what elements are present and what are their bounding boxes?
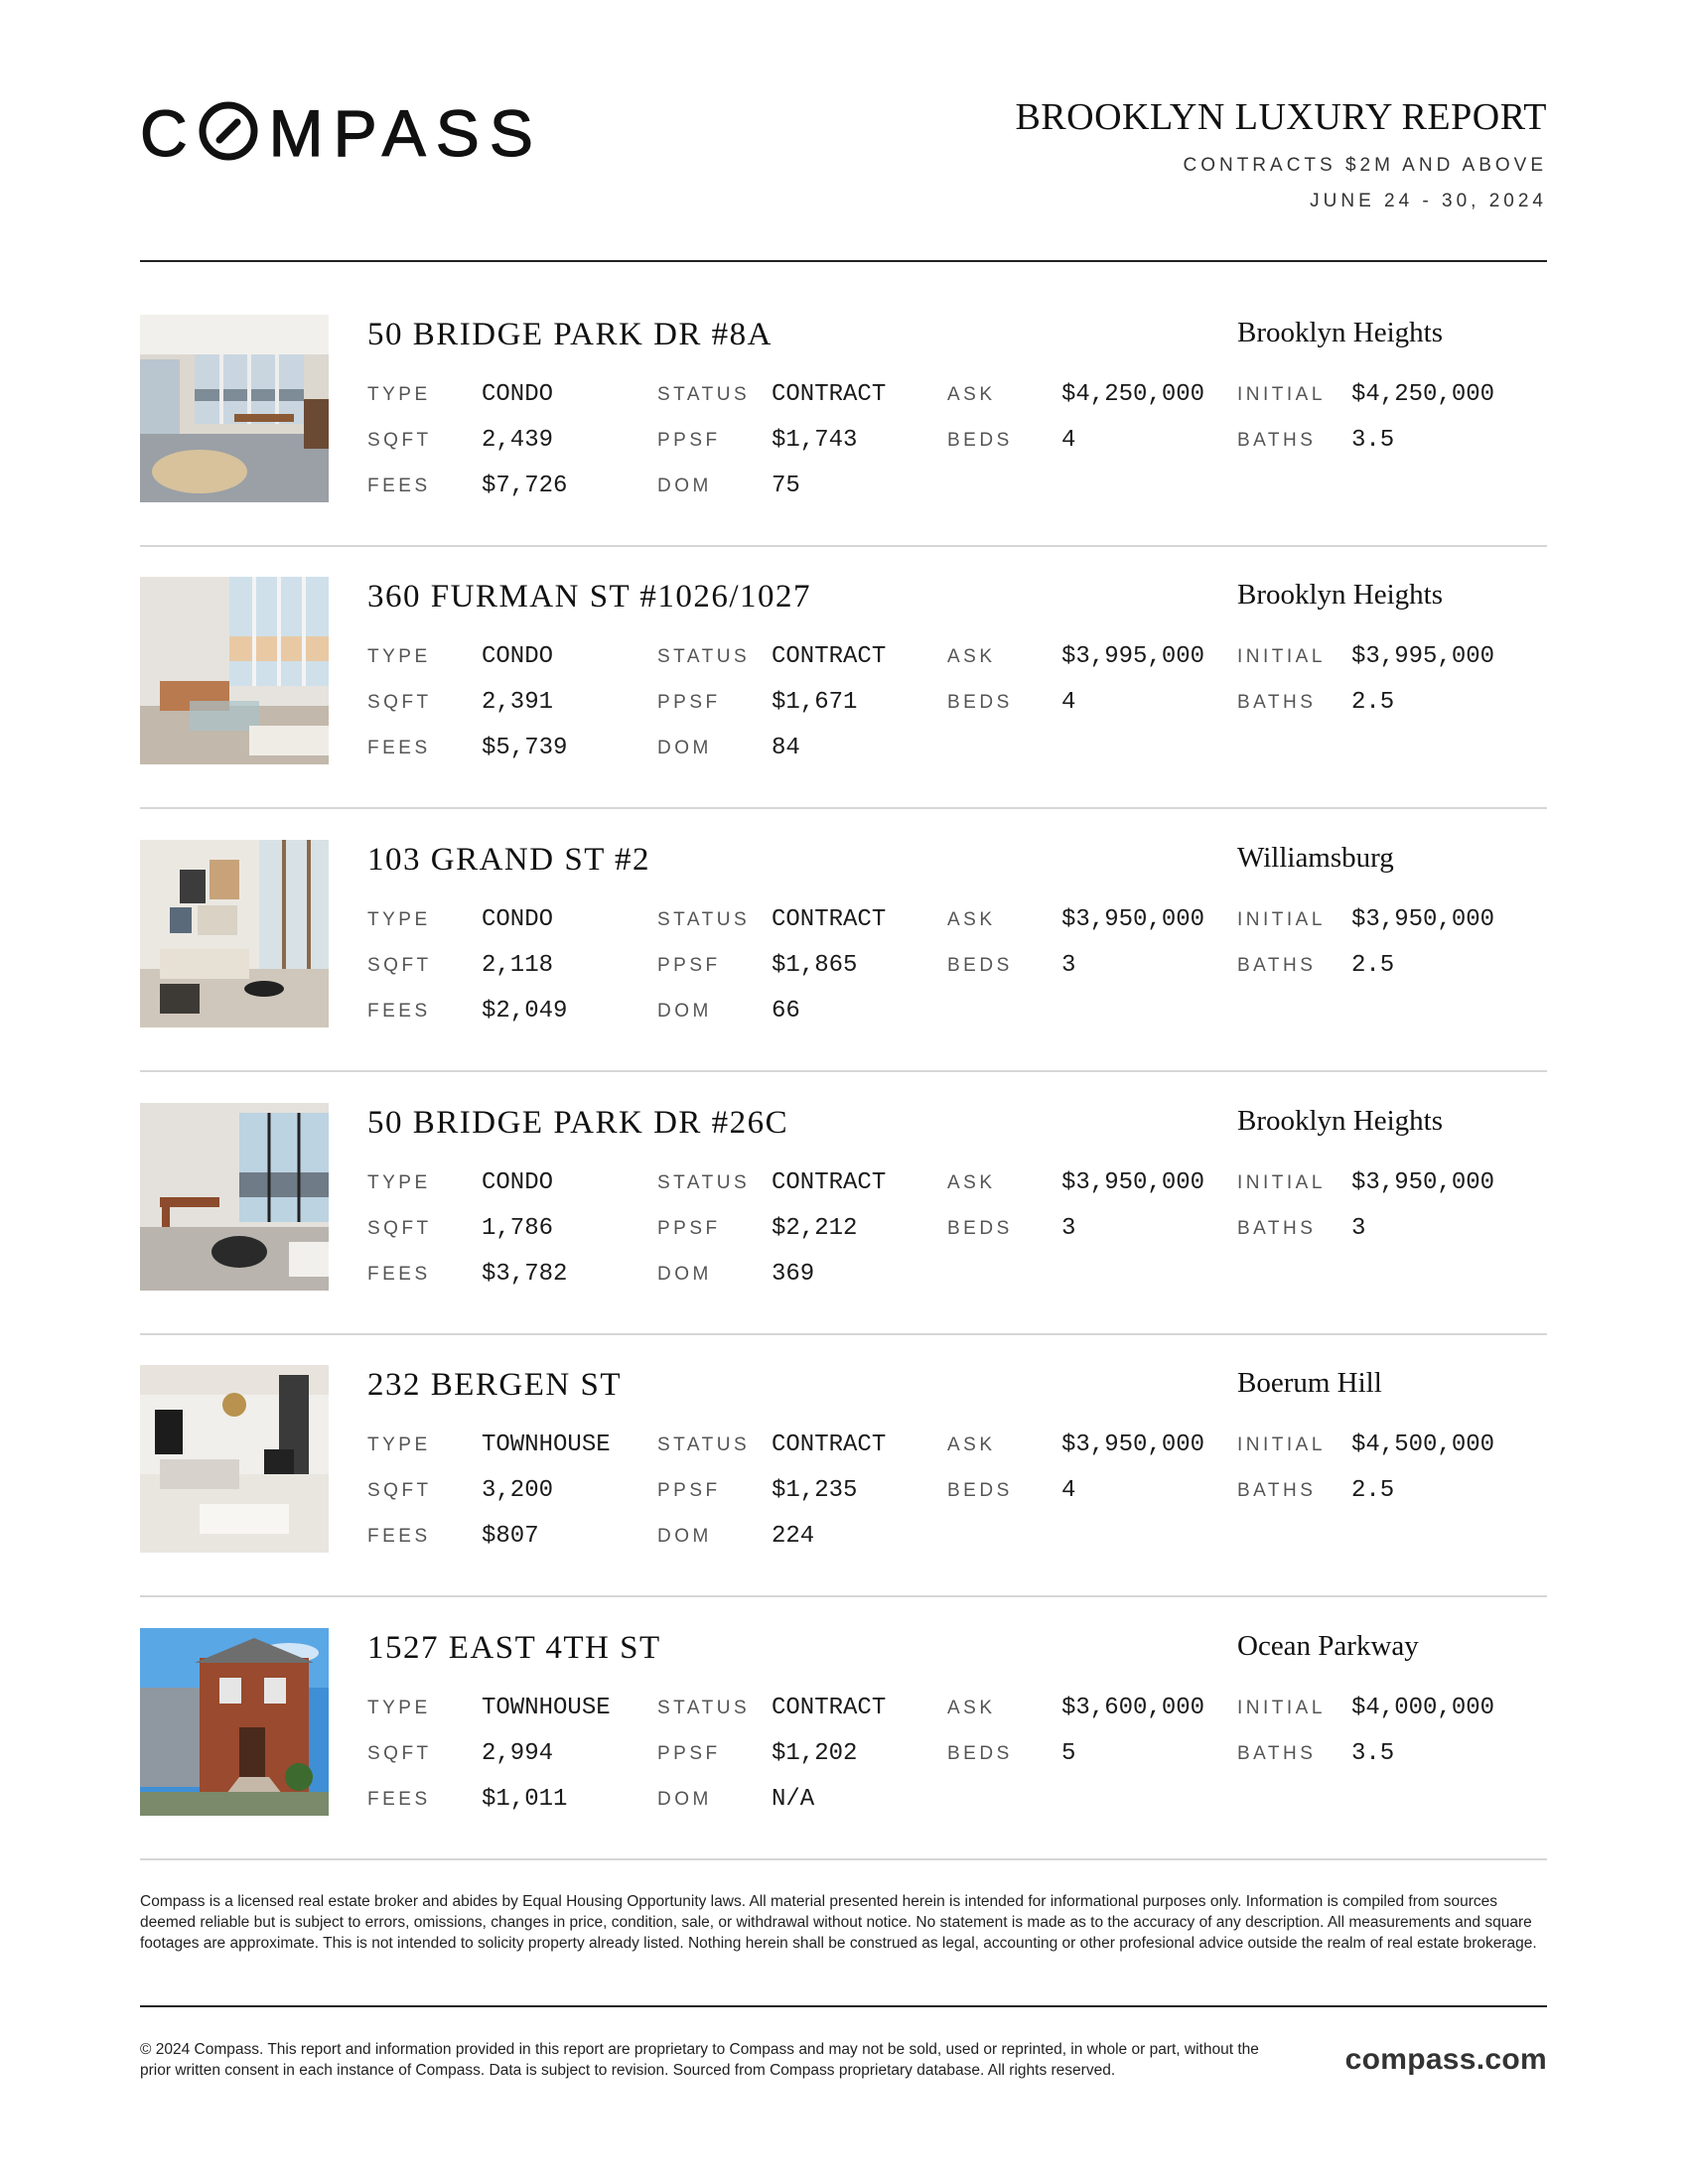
fees-value: $5,739 bbox=[482, 735, 568, 761]
ppsf-label: PPSF bbox=[657, 1743, 721, 1764]
ask-label: ASK bbox=[947, 1172, 996, 1193]
status-value: CONTRACT bbox=[772, 381, 887, 408]
type-value: CONDO bbox=[482, 381, 554, 408]
status-label: STATUS bbox=[657, 1434, 751, 1455]
beds-label: BEDS bbox=[947, 430, 1013, 451]
baths-label: BATHS bbox=[1237, 430, 1317, 451]
report-page bbox=[140, 0, 1547, 2184]
listing-card bbox=[140, 1103, 1547, 1292]
ask-value: $3,950,000 bbox=[1061, 906, 1205, 933]
logo-wordmark: C MPASS bbox=[140, 96, 543, 170]
type-value: CONDO bbox=[482, 1169, 554, 1196]
ppsf-value: $1,235 bbox=[772, 1477, 858, 1504]
listing-card bbox=[140, 1365, 1547, 1554]
sqft-value: 2,118 bbox=[482, 952, 554, 979]
listing-photo bbox=[140, 1628, 329, 1816]
status-label: STATUS bbox=[657, 1172, 751, 1193]
type-label: TYPE bbox=[367, 1698, 431, 1718]
beds-label: BEDS bbox=[947, 955, 1013, 976]
listing-card bbox=[140, 1628, 1547, 1817]
fees-label: FEES bbox=[367, 1264, 431, 1285]
baths-label: BATHS bbox=[1237, 1480, 1317, 1501]
listing-photo bbox=[140, 1103, 329, 1291]
initial-label: INITIAL bbox=[1237, 1172, 1326, 1193]
beds-value: 5 bbox=[1061, 1740, 1076, 1767]
ask-value: $3,600,000 bbox=[1061, 1695, 1205, 1721]
ppsf-label: PPSF bbox=[657, 1480, 721, 1501]
listing-photo bbox=[140, 840, 329, 1027]
listing-photo bbox=[140, 1365, 329, 1553]
listing-address: 360 FURMAN ST #1026/1027 bbox=[367, 579, 812, 614]
type-value: CONDO bbox=[482, 906, 554, 933]
listing-neighborhood: Brooklyn Heights bbox=[1237, 317, 1444, 348]
baths-value: 2.5 bbox=[1351, 689, 1395, 716]
fees-label: FEES bbox=[367, 1789, 431, 1810]
listing-card bbox=[140, 840, 1547, 1028]
ppsf-value: $1,202 bbox=[772, 1740, 858, 1767]
status-value: CONTRACT bbox=[772, 1432, 887, 1458]
listing-divider bbox=[140, 1858, 1547, 1860]
listing-address: 1527 EAST 4TH ST bbox=[367, 1630, 661, 1666]
listing-photo bbox=[140, 315, 329, 502]
ask-value: $4,250,000 bbox=[1061, 381, 1205, 408]
ppsf-value: $1,865 bbox=[772, 952, 858, 979]
listing-neighborhood: Boerum Hill bbox=[1237, 1367, 1382, 1399]
fees-label: FEES bbox=[367, 1526, 431, 1547]
initial-value: $3,950,000 bbox=[1351, 906, 1495, 933]
sqft-value: 2,391 bbox=[482, 689, 554, 716]
fees-value: $807 bbox=[482, 1523, 539, 1550]
dom-value: 369 bbox=[772, 1261, 815, 1288]
ppsf-label: PPSF bbox=[657, 1218, 721, 1239]
initial-label: INITIAL bbox=[1237, 384, 1326, 405]
status-label: STATUS bbox=[657, 1698, 751, 1718]
footer-divider bbox=[140, 2005, 1547, 2007]
ask-label: ASK bbox=[947, 384, 996, 405]
initial-label: INITIAL bbox=[1237, 909, 1326, 930]
ask-label: ASK bbox=[947, 1434, 996, 1455]
baths-value: 2.5 bbox=[1351, 1477, 1395, 1504]
beds-label: BEDS bbox=[947, 1218, 1013, 1239]
status-label: STATUS bbox=[657, 909, 751, 930]
type-label: TYPE bbox=[367, 1434, 431, 1455]
status-value: CONTRACT bbox=[772, 1169, 887, 1196]
ppsf-label: PPSF bbox=[657, 430, 721, 451]
sqft-label: SQFT bbox=[367, 1218, 432, 1239]
baths-label: BATHS bbox=[1237, 1218, 1317, 1239]
listing-photo bbox=[140, 577, 329, 764]
dom-value: N/A bbox=[772, 1786, 815, 1813]
sqft-value: 2,994 bbox=[482, 1740, 554, 1767]
report-title: BROOKLYN LUXURY REPORT bbox=[1015, 96, 1547, 138]
type-label: TYPE bbox=[367, 646, 431, 667]
listing-neighborhood: Ocean Parkway bbox=[1237, 1630, 1419, 1662]
type-value: TOWNHOUSE bbox=[482, 1695, 611, 1721]
legal-disclaimer: Compass is a licensed real estate broker and abides by Equal Housing Opportunity laws. All material presented herein is intended for informational purposes only. Information is compiled from sources deemed reliable but is subject to errors, omissions, changes in price, condition, sale, or withdrawal without notice. No statement is made as to the accuracy of any description. All measurements and square footages are approximate. This is not intended to solicity property already listed. Nothing herein shall be construed as legal, accounting or other profesional advice outside the realm of real estate brokerage. bbox=[140, 1893, 1537, 1952]
ask-label: ASK bbox=[947, 646, 996, 667]
beds-label: BEDS bbox=[947, 692, 1013, 713]
ppsf-label: PPSF bbox=[657, 692, 721, 713]
ppsf-value: $1,671 bbox=[772, 689, 858, 716]
fees-value: $1,011 bbox=[482, 1786, 568, 1813]
ask-label: ASK bbox=[947, 909, 996, 930]
sqft-value: 2,439 bbox=[482, 427, 554, 454]
compass-o-icon bbox=[198, 100, 259, 162]
sqft-label: SQFT bbox=[367, 955, 432, 976]
sqft-label: SQFT bbox=[367, 1480, 432, 1501]
beds-value: 3 bbox=[1061, 1215, 1076, 1242]
header-divider bbox=[140, 260, 1547, 262]
copyright-notice: © 2024 Compass. This report and information provided in this report are proprietary to Compass and may not be sold, used or reprinted, in whole or part, without the prior written consent in each instance of Compass. Data is subject to revision. Sourced from Compass proprietary database. All rights reserved. bbox=[140, 2041, 1259, 2079]
dom-label: DOM bbox=[657, 1001, 712, 1022]
website-link[interactable]: compass.com bbox=[1344, 2043, 1547, 2076]
status-value: CONTRACT bbox=[772, 906, 887, 933]
initial-value: $3,995,000 bbox=[1351, 643, 1495, 670]
dom-value: 75 bbox=[772, 473, 800, 499]
sqft-label: SQFT bbox=[367, 1743, 432, 1764]
beds-value: 4 bbox=[1061, 1477, 1076, 1504]
baths-label: BATHS bbox=[1237, 955, 1317, 976]
type-label: TYPE bbox=[367, 1172, 431, 1193]
initial-value: $3,950,000 bbox=[1351, 1169, 1495, 1196]
initial-value: $4,500,000 bbox=[1351, 1432, 1495, 1458]
status-label: STATUS bbox=[657, 646, 751, 667]
listing-divider bbox=[140, 1070, 1547, 1072]
report-date-range: JUNE 24 - 30, 2024 bbox=[1310, 191, 1547, 211]
initial-value: $4,000,000 bbox=[1351, 1695, 1495, 1721]
beds-value: 4 bbox=[1061, 427, 1076, 454]
dom-label: DOM bbox=[657, 1526, 712, 1547]
fees-value: $3,782 bbox=[482, 1261, 568, 1288]
dom-label: DOM bbox=[657, 738, 712, 758]
beds-label: BEDS bbox=[947, 1480, 1013, 1501]
dom-label: DOM bbox=[657, 1264, 712, 1285]
baths-value: 3.5 bbox=[1351, 427, 1395, 454]
ask-value: $3,995,000 bbox=[1061, 643, 1205, 670]
fees-value: $7,726 bbox=[482, 473, 568, 499]
baths-value: 2.5 bbox=[1351, 952, 1395, 979]
listing-address: 50 BRIDGE PARK DR #8A bbox=[367, 317, 774, 352]
beds-value: 4 bbox=[1061, 689, 1076, 716]
dom-label: DOM bbox=[657, 1789, 712, 1810]
initial-label: INITIAL bbox=[1237, 646, 1326, 667]
status-value: CONTRACT bbox=[772, 1695, 887, 1721]
baths-label: BATHS bbox=[1237, 692, 1317, 713]
listing-address: 103 GRAND ST #2 bbox=[367, 842, 651, 878]
type-label: TYPE bbox=[367, 384, 431, 405]
dom-label: DOM bbox=[657, 476, 712, 496]
listing-card bbox=[140, 577, 1547, 765]
beds-label: BEDS bbox=[947, 1743, 1013, 1764]
ppsf-value: $1,743 bbox=[772, 427, 858, 454]
initial-label: INITIAL bbox=[1237, 1434, 1326, 1455]
report-subtitle: CONTRACTS $2M AND ABOVE bbox=[1183, 155, 1547, 176]
listing-divider bbox=[140, 545, 1547, 547]
listing-neighborhood: Brooklyn Heights bbox=[1237, 1105, 1444, 1137]
listing-divider bbox=[140, 807, 1547, 809]
sqft-value: 1,786 bbox=[482, 1215, 554, 1242]
type-label: TYPE bbox=[367, 909, 431, 930]
baths-value: 3 bbox=[1351, 1215, 1366, 1242]
compass-logo bbox=[140, 96, 543, 170]
listing-divider bbox=[140, 1333, 1547, 1335]
initial-label: INITIAL bbox=[1237, 1698, 1326, 1718]
status-label: STATUS bbox=[657, 384, 751, 405]
sqft-label: SQFT bbox=[367, 692, 432, 713]
ppsf-label: PPSF bbox=[657, 955, 721, 976]
listing-neighborhood: Williamsburg bbox=[1237, 842, 1394, 874]
ppsf-value: $2,212 bbox=[772, 1215, 858, 1242]
listing-card bbox=[140, 315, 1547, 503]
sqft-value: 3,200 bbox=[482, 1477, 554, 1504]
baths-value: 3.5 bbox=[1351, 1740, 1395, 1767]
listing-neighborhood: Brooklyn Heights bbox=[1237, 579, 1444, 611]
listing-address: 232 BERGEN ST bbox=[367, 1367, 623, 1403]
initial-value: $4,250,000 bbox=[1351, 381, 1495, 408]
fees-label: FEES bbox=[367, 1001, 431, 1022]
type-value: CONDO bbox=[482, 643, 554, 670]
fees-label: FEES bbox=[367, 476, 431, 496]
ask-value: $3,950,000 bbox=[1061, 1432, 1205, 1458]
dom-value: 66 bbox=[772, 998, 800, 1024]
sqft-label: SQFT bbox=[367, 430, 432, 451]
ask-label: ASK bbox=[947, 1698, 996, 1718]
ask-value: $3,950,000 bbox=[1061, 1169, 1205, 1196]
status-value: CONTRACT bbox=[772, 643, 887, 670]
fees-value: $2,049 bbox=[482, 998, 568, 1024]
listing-address: 50 BRIDGE PARK DR #26C bbox=[367, 1105, 789, 1141]
type-value: TOWNHOUSE bbox=[482, 1432, 611, 1458]
dom-value: 84 bbox=[772, 735, 800, 761]
beds-value: 3 bbox=[1061, 952, 1076, 979]
listing-divider bbox=[140, 1595, 1547, 1597]
baths-label: BATHS bbox=[1237, 1743, 1317, 1764]
dom-value: 224 bbox=[772, 1523, 815, 1550]
fees-label: FEES bbox=[367, 738, 431, 758]
